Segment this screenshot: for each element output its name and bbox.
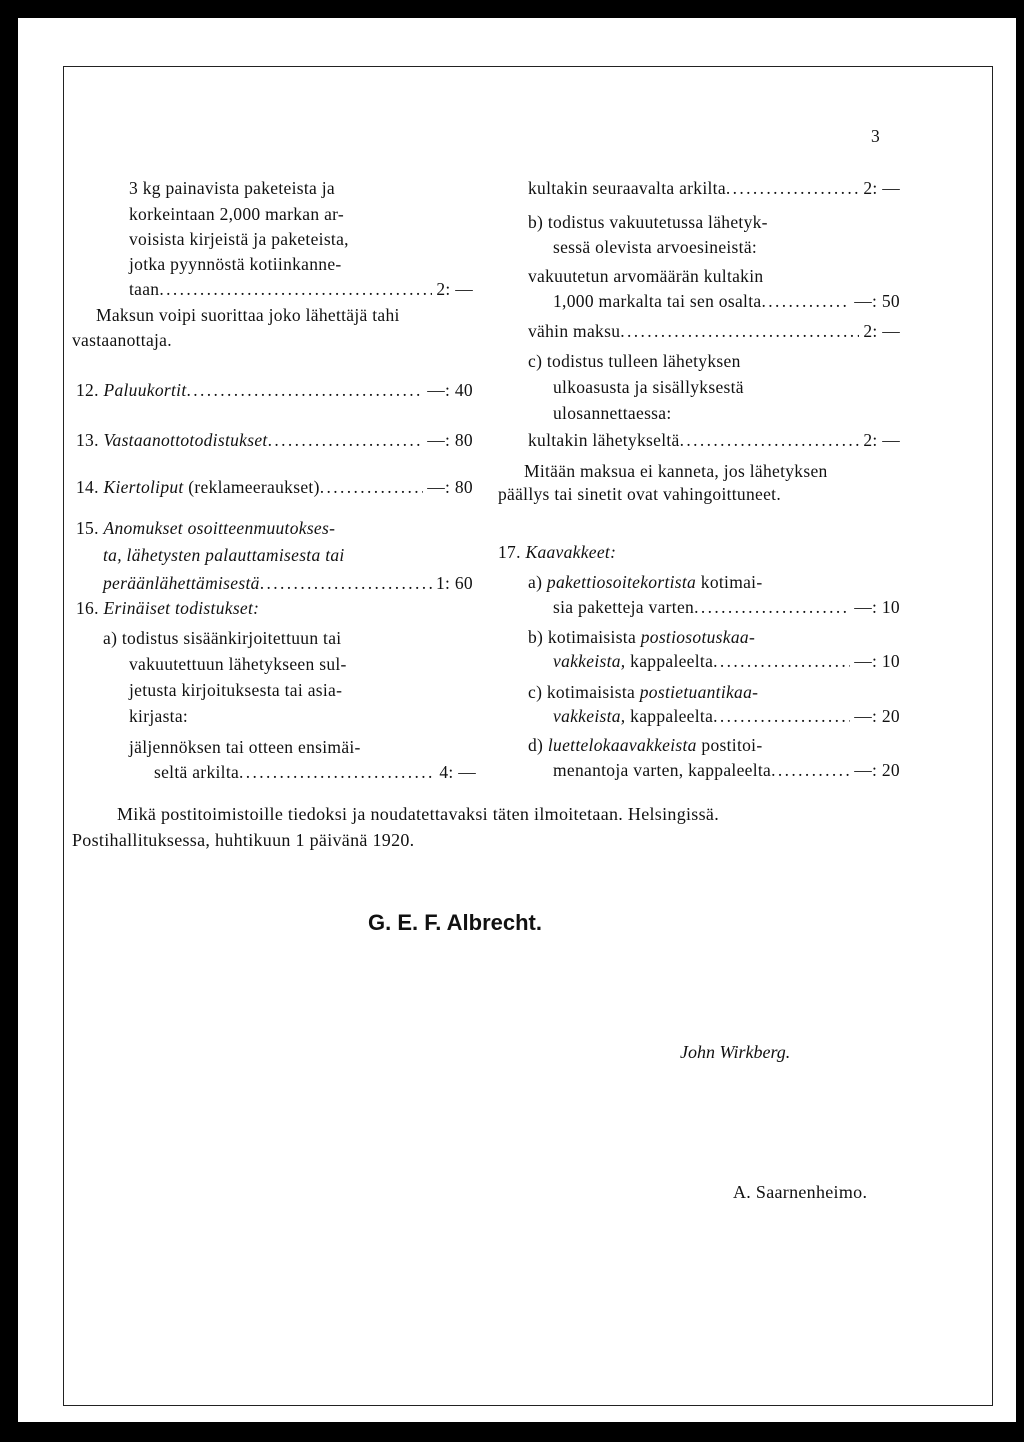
note-line: Mitään maksua ei kanneta, jos lähetyksen [524,461,828,481]
item11-line: voisista kirjeistä ja paketeista, [129,229,349,249]
b-line: vakuutetun arvomäärän kultakin [528,266,764,286]
b-line: b) todistus vakuutetussa lähetyk- [528,212,768,232]
c-line: c) todistus tulleen lähetyksen [528,351,741,371]
signature-saarnenheimo: A. Saarnenheimo. [733,1182,868,1202]
item-16a-line: kirjasta: [129,706,189,726]
r1-row: kultakin seuraavalta arkilta . . . 2: — [528,178,900,199]
item-16a-fee-row: seltä arkilta . . . 4: — [154,762,476,783]
c-line: ulkoasusta ja sisällyksestä [553,377,744,397]
signature-albrecht: G. E. F. Albrecht. [368,910,542,935]
closing-line: Mikä postitoimistoille tiedoksi ja noudatettavaksi täten ilmoitetaan. Helsingissä. [117,804,720,824]
item11-fee-row: taan . . . 2: — [129,279,473,300]
b-fee-row: 1,000 markalta tai sen osalta . . . —: 50 [553,291,900,312]
b-line: sessä olevista arvoesineistä: [553,237,758,257]
payment-note: vastaanottaja. [72,330,172,350]
item-17c-row: vakkeista, kappaleelta . . . —: 20 [553,706,900,727]
item-16-heading: 16. Erinäiset todistukset: [76,598,260,618]
item-16a-line: jetusta kirjoituksesta tai asia- [129,680,343,700]
item11-line: 3 kg painavista paketeista ja [129,178,335,198]
item-14-row: 14. Kiertoliput (reklameeraukset) . . . —: 80 [76,477,473,498]
signature-wirkberg: John Wirkberg. [680,1042,791,1062]
item-17c-line: c) kotimaisista postietuantikaa- [528,682,759,702]
item-17b-row: vakkeista, kappaleelta . . . —: 10 [553,651,900,672]
closing-line: Postihallituksessa, huhtikuun 1 päivänä 1920. [72,830,415,850]
c-line: ulosannettaessa: [553,403,672,423]
item-16a-line: vakuutettuun lähetykseen sul- [129,654,347,674]
b-min-row: vähin maksu . . . 2: — [528,321,900,342]
page-number: 3 [871,126,881,146]
item11-line: korkeintaan 2,000 markan ar- [129,204,345,224]
item-17a-line: a) pakettiosoitekortista kotimai- [528,572,763,592]
item-16a-line: jäljennöksen tai otteen ensimäi- [129,737,361,757]
payment-note: Maksun voipi suorittaa joko lähettäjä tahi [96,305,400,325]
item-17b-line: b) kotimaisista postiosotuskaa- [528,627,756,647]
item-17-heading: 17. Kaavakkeet: [498,542,617,562]
item-12-row: 12. Paluukortit . . . —: 40 [76,380,473,401]
c-fee-row: kultakin lähetykseltä . . . 2: — [528,430,900,451]
item-13-row: 13. Vastaanottotodistukset . . . —: 80 [76,430,473,451]
item-15-row: peräänlähettämisestä . . . 1: 60 [103,573,473,594]
item-17d-line: d) luettelokaavakkeista postitoi- [528,735,763,755]
item-15-line: 15. Anomukset osoitteenmuutokses- [76,518,336,538]
item-16a-line: a) todistus sisäänkirjoitettuun tai [103,628,342,648]
item-15-line: ta, lähetysten palauttamisesta tai [103,545,345,565]
item-17d-row: menantoja varten, kappaleelta . . . —: 20 [553,760,900,781]
item11-line: jotka pyynnöstä kotiinkanne- [129,254,342,274]
note-line: päällys tai sinetit ovat vahingoittuneet. [498,484,782,504]
item-17a-row: sia paketteja varten . . . —: 10 [553,597,900,618]
